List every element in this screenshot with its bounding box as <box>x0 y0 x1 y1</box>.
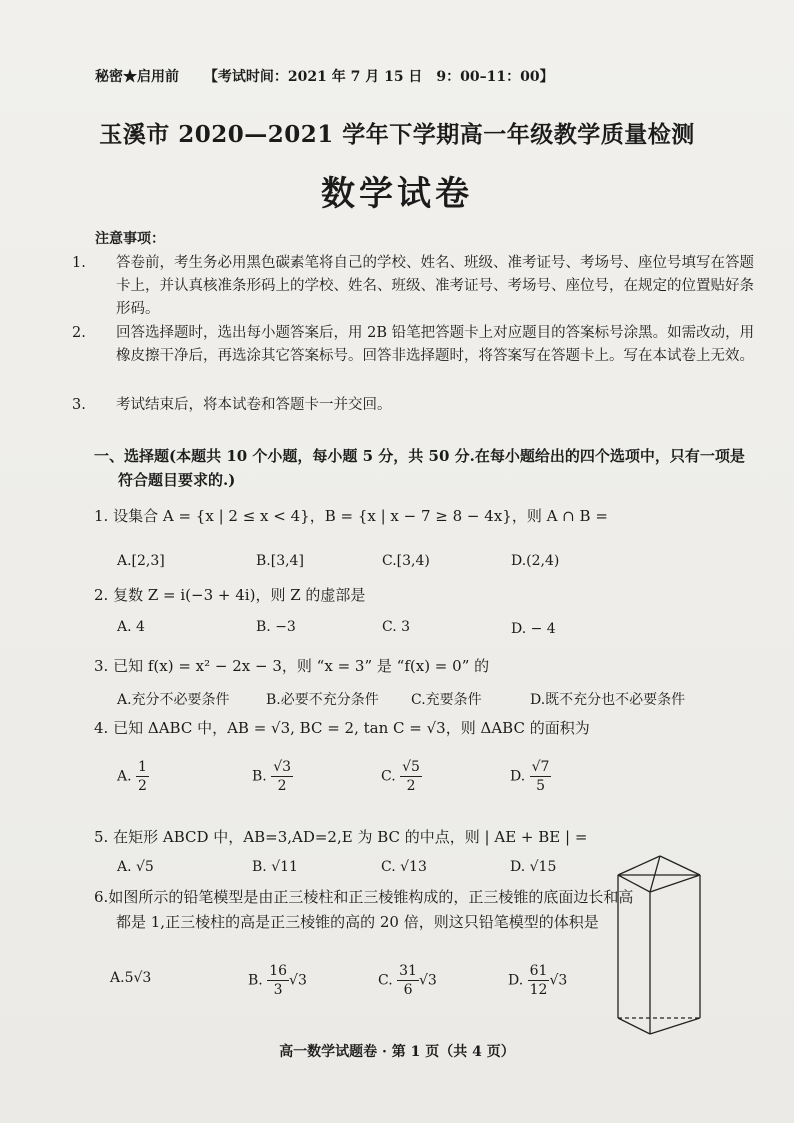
page-footer: 高一数学试题卷 · 第 1 页（共 4 页） <box>279 1044 515 1060</box>
question-stem: 复数 Z = i(−3 + 4i)，则 Z 的虚部是 <box>113 586 366 604</box>
note-item: 3. 考试结束后，将本试卷和答题卡一并交回。 <box>72 397 392 413</box>
option-c: C. $\frac{31}{6}$ √3 <box>378 963 437 998</box>
notes-heading: 注意事项： <box>95 231 165 247</box>
option-d: D.既不充分也不必要条件 <box>530 692 686 708</box>
question-1: 1. 设集合 A = {x | 2 ≤ x < 4}，B = {x | x − 7 ≥ 8 − 4x}，则 A ∩ B = <box>94 507 608 525</box>
exam-subtitle: 数学试卷 <box>321 174 473 214</box>
option-b: B. $\frac{16}{3}$ √3 <box>248 963 307 998</box>
fraction: $\frac{√7}{5}$ <box>531 759 550 794</box>
option-c: C.[3,4) <box>382 553 430 569</box>
option-b: B.必要不充分条件 <box>266 692 379 708</box>
option-d: D. $\frac{√7}{5}$ <box>510 759 550 794</box>
exam-title: 玉溪市 2020—2021 学年下学期高一年级教学质量检测 <box>99 121 695 148</box>
option-c: C. √13 <box>381 859 427 875</box>
option-c: C.充要条件 <box>411 692 482 708</box>
option-b: B. −3 <box>256 619 296 635</box>
fraction: $\frac{31}{6}$ <box>399 963 417 998</box>
option-b: B.[3,4] <box>256 553 304 569</box>
question-2: 2. 复数 Z = i(−3 + 4i)，则 Z 的虚部是 <box>94 586 366 604</box>
question-6: 6.如图所示的铅笔模型是由正三棱柱和正三棱锥构成的，正三棱锥的底面边长和高都是 1,正三棱柱的高是正三棱锥的高的 20 倍，则这只铅笔模型的体积是 <box>94 888 634 931</box>
option-a: A.充分不必要条件 <box>117 692 230 708</box>
question-stem: 已知 f(x) = x² − 2x − 3，则 “x = 3” 是 “f(x) = 0” 的 <box>113 657 490 675</box>
question-5: 5. 在矩形 ABCD 中，AB=3,AD=2,E 为 BC 的中点，则 | AE + BE | = <box>94 828 588 846</box>
option-c: C. $\frac{√5}{2}$ <box>381 759 420 794</box>
question-stem: 设集合 A = {x | 2 ≤ x < 4}，B = {x | x − 7 ≥ 8 − 4x}，则 A ∩ B = <box>113 507 608 525</box>
option-b: B. $\frac{√3}{2}$ <box>252 759 292 794</box>
option-a: A. 4 <box>117 619 145 635</box>
note-item: 2. 回答选择题时，选出每小题答案后，用 2B 铅笔把答题卡上对应题目的答案标号涂黑。如需改动，用橡皮擦干净后，再选涂其它答案标号。回答非选择题时，将答案写在答题卡上。写在本试卷上无效。 <box>72 325 755 364</box>
question-stem: 已知 ΔABC 中，AB = √3, BC = 2, tan C = √3，则 ΔABC 的面积为 <box>113 719 590 737</box>
option-a: A. √5 <box>117 859 154 875</box>
option-d: D. √15 <box>510 859 557 875</box>
question-3: 3. 已知 f(x) = x² − 2x − 3，则 “x = 3” 是 “f(x) = 0” 的 <box>94 657 490 675</box>
question-stem: 在矩形 ABCD 中，AB=3,AD=2,E 为 BC 的中点，则 | AE + BE | = <box>113 828 588 846</box>
pyramid-edge <box>650 856 660 892</box>
pencil-model-figure <box>610 850 710 1040</box>
option-d: D. $\frac{61}{12}$ √3 <box>508 963 568 998</box>
prism-top-face <box>618 875 700 892</box>
fraction: $\frac{16}{3}$ <box>269 963 288 998</box>
pyramid-edge <box>660 856 700 875</box>
option-b: B. √11 <box>252 859 298 875</box>
note-item: 1. 答卷前，考生务必用黑色碳素笔将自己的学校、姓名、班级、准考证号、考场号、座位号填写在答题卡上，并认真核准条形码上的学校、姓名、班级、准考证号、考场号、座位号，在规定的位置贴好条形码。 <box>72 255 754 317</box>
section-heading: 一、选择题(本题共 10 个小题，每小题 5 分，共 50 分.在每小题给出的四个选项中，只有一项是符合题目要求的.) <box>94 447 745 489</box>
option-a: A. $\frac{1}{2}$ <box>117 759 147 794</box>
option-d: D.(2,4) <box>511 553 560 569</box>
prism-bottom-edge <box>650 1018 700 1034</box>
fraction: $\frac{61}{12}$ <box>529 963 548 998</box>
exam-header <box>95 66 554 86</box>
confidential-label: 秘密★启用前 <box>95 69 179 85</box>
option-c: C. 3 <box>382 619 411 635</box>
fraction: $\frac{1}{2}$ <box>138 759 147 794</box>
pyramid-edge <box>618 856 660 875</box>
prism-bottom-edge <box>618 1018 650 1034</box>
fraction: $\frac{√5}{2}$ <box>402 759 420 794</box>
option-a: A.[2,3] <box>117 553 165 569</box>
option-a: A.5√3 <box>110 970 152 986</box>
question-4: 4. 已知 ΔABC 中，AB = √3, BC = 2, tan C = √3，则 ΔABC 的面积为 <box>94 719 590 737</box>
fraction: $\frac{√3}{2}$ <box>273 759 292 794</box>
question-stem: 如图所示的铅笔模型是由正三棱柱和正三棱锥构成的，正三棱锥的底面边长和高都是 1,正三棱柱的高是正三棱锥的高的 20 倍，则这只铅笔模型的体积是 <box>108 888 634 931</box>
exam-time: 【考试时间：2021 年 7 月 15 日 9：00–11：00】 <box>203 69 554 85</box>
option-d: D. − 4 <box>511 621 556 637</box>
